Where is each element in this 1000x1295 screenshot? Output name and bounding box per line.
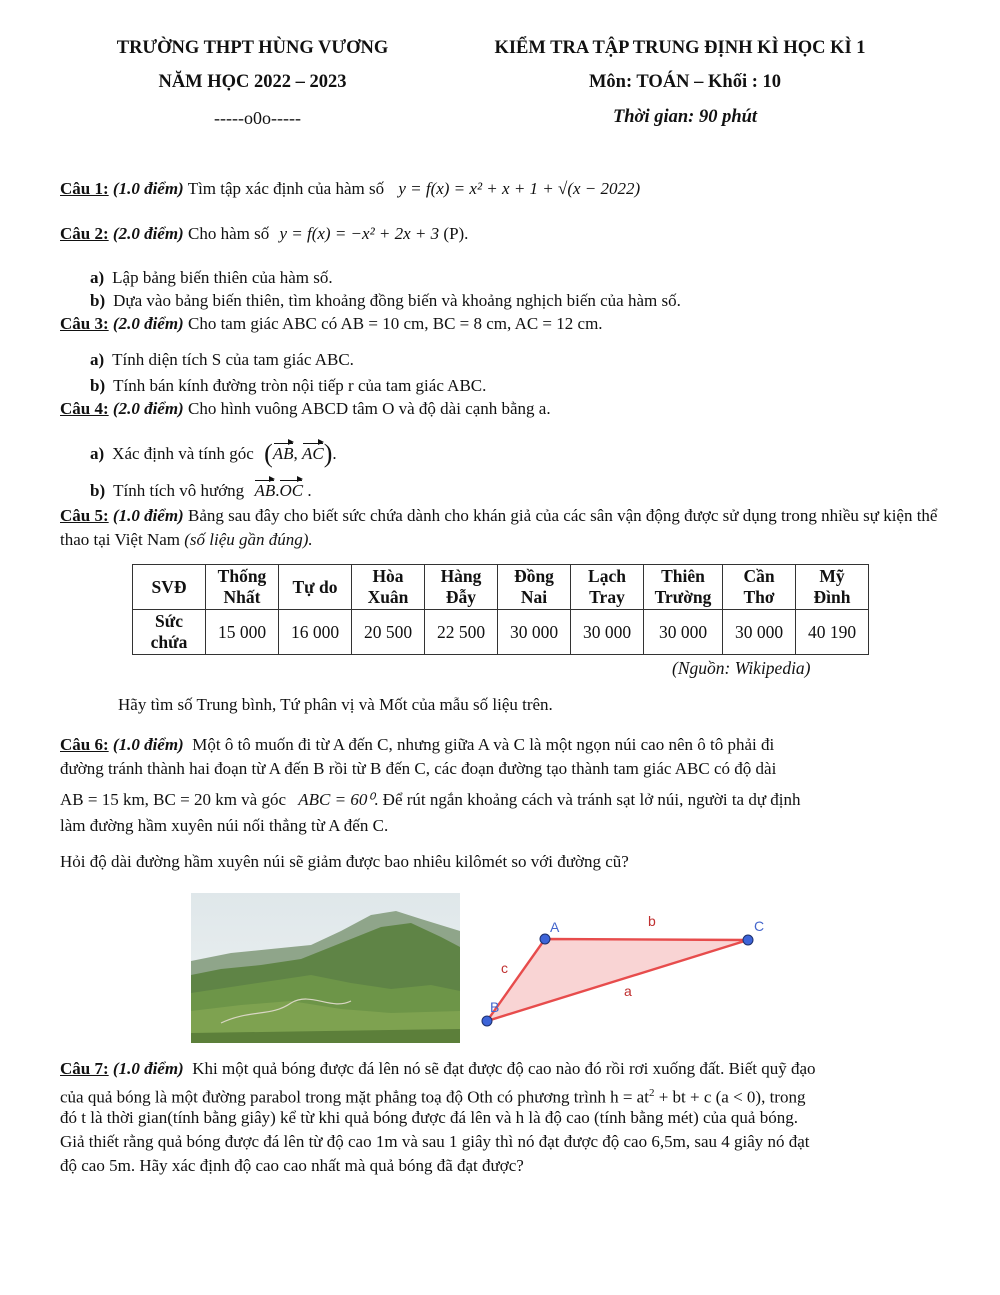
q3-b-text: Tính bán kính đường tròn nội tiếp r của tam giác ABC. <box>113 376 487 395</box>
q1-points: (1.0 điểm) <box>112 179 184 198</box>
q2-points: (2.0 điểm) <box>112 224 184 243</box>
vector-ac: AC <box>302 442 324 466</box>
question-4 <box>60 397 940 421</box>
vector-ab-2: AB <box>254 479 275 503</box>
q6-question: Hỏi độ dài đường hầm xuyên núi sẽ giảm được bao nhiêu kilômét so với đường cũ? <box>60 852 629 871</box>
stadium-name-cell: Hàng Đẫy <box>425 565 498 610</box>
stadium-name-cell: Hòa Xuân <box>352 565 425 610</box>
stadium-name-cell: Tự do <box>279 565 352 610</box>
stadium-name-cell: Lạch Tray <box>571 565 644 610</box>
question-3 <box>60 312 940 336</box>
table-source: (Nguồn: Wikipedia) <box>672 658 811 678</box>
q6-line3a: AB = 15 km, BC = 20 km và góc <box>60 790 287 809</box>
label-side-b: b <box>648 913 656 929</box>
capacity-cell: 20 500 <box>352 610 425 655</box>
q2-formula: y = f(x) = −x² + 2x + 3 <box>279 224 440 243</box>
capacity-cell: 22 500 <box>425 610 498 655</box>
q3-points: (2.0 điểm) <box>112 314 184 333</box>
q6-line2: đường tránh thành hai đoạn từ A đến B rồi từ B đến C, các đoạn đường tạo thành tam giác ABC có độ dài <box>60 759 777 778</box>
stadium-name-cell: Thống Nhất <box>206 565 279 610</box>
q7-points: (1.0 điểm) <box>112 1059 184 1078</box>
label-side-a: a <box>624 983 632 999</box>
label-b: B <box>490 999 500 1015</box>
q1-text: Tìm tập xác định của hàm số <box>187 179 385 198</box>
school-year: NĂM HỌC 2022 – 2023 <box>158 72 347 92</box>
capacity-cell: 16 000 <box>279 610 352 655</box>
q3-a-text: Tính diện tích S của tam giác ABC. <box>112 350 354 369</box>
point-a <box>540 934 550 944</box>
label-a: A <box>550 919 560 935</box>
stadium-name-cell: Mỹ Đình <box>796 565 869 610</box>
q6-angle: ABC = 60⁰ <box>298 790 375 809</box>
q4-a-text: Xác định và tính góc <box>112 444 254 463</box>
q6-line1: Một ô tô muốn đi từ A đến C, nhưng giữa A và C là một ngọn núi cao nên ô tô phải đi <box>192 735 775 754</box>
q1-label: Câu 1: <box>60 179 109 198</box>
label-side-c: c <box>501 960 508 976</box>
capacity-cell: 15 000 <box>206 610 279 655</box>
exam-time: Thời gian: 90 phút <box>612 107 758 127</box>
capacity-cell: 40 190 <box>796 610 869 655</box>
table-header-cell: SVĐ <box>133 565 206 610</box>
question-5 <box>60 504 940 552</box>
stadium-name-cell: Đồng Nai <box>498 565 571 610</box>
q2-b-label: b) <box>90 291 106 310</box>
q5-text: Bảng sau đây cho biết sức chứa dành cho khán giả của các sân vận động được sử dụng trong nhiều sự kiện thể thao tại Việt Nam <box>60 506 938 549</box>
capacity-cell: 30 000 <box>498 610 571 655</box>
mountain-photo <box>191 893 460 1043</box>
table-header-cell: Sức chứa <box>133 610 206 655</box>
q3-b-label: b) <box>90 376 106 395</box>
q2-item-b <box>90 289 681 313</box>
q7-exponent: 2 <box>648 1087 655 1099</box>
q7-line5: độ cao 5m. Hãy xác định độ cao cao nhất mà quả bóng đã đạt được? <box>60 1156 524 1175</box>
q2-suffix: (P). <box>443 224 469 243</box>
q2-item-a <box>90 266 333 290</box>
q6-line4: làm đường hầm xuyên núi nối thẳng từ A đến C. <box>60 816 389 835</box>
table-row <box>133 565 869 610</box>
q7-line2a: của quả bóng là một đường parabol trong mặt phẳng toạ độ Oth có phương trình h = at <box>60 1087 649 1107</box>
q6-line3b: . Để rút ngắn khoảng cách và tránh sạt lở núi, người ta dự định <box>374 790 801 809</box>
question-2 <box>60 222 940 246</box>
exam-title: KIỂM TRA TẬP TRUNG ĐỊNH KÌ HỌC KÌ 1 <box>494 38 866 58</box>
q2-b-text: Dựa vào bảng biến thiên, tìm khoảng đồng biến và khoảng nghịch biến của hàm số. <box>113 291 681 310</box>
capacity-cell: 30 000 <box>644 610 723 655</box>
q7-label: Câu 7: <box>60 1059 109 1078</box>
label-c: C <box>754 918 765 934</box>
triangle-abc <box>487 939 748 1021</box>
q3-item-a <box>90 348 354 372</box>
stadium-name-cell: Thiên Trường <box>644 565 723 610</box>
question-6 <box>60 733 940 757</box>
stadium-name-cell: Cần Thơ <box>723 565 796 610</box>
triangle-diagram <box>470 900 780 1035</box>
vector-ab: AB <box>273 442 294 466</box>
q2-text: Cho hàm số <box>187 224 270 243</box>
q5-points: (1.0 điểm) <box>112 506 184 525</box>
point-b <box>482 1016 492 1026</box>
q6-label: Câu 6: <box>60 735 109 754</box>
q4-b-label: b) <box>90 481 106 500</box>
q2-label: Câu 2: <box>60 224 109 243</box>
capacity-cell: 30 000 <box>723 610 796 655</box>
school-name: TRƯỜNG THPT HÙNG VƯƠNG <box>116 38 389 58</box>
q7-line1: Khi một quả bóng được đá lên nó sẽ đạt được độ cao nào đó rồi rơi xuống đất. Biết quỹ đạo <box>192 1059 816 1078</box>
q4-points: (2.0 điểm) <box>112 399 184 418</box>
q5-task: Hãy tìm số Trung bình, Tứ phân vị và Mốt của mẫu số liệu trên. <box>118 695 553 714</box>
q7-line2b: + bt + c (a < 0), trong <box>654 1087 806 1107</box>
q6-line3 <box>60 788 940 812</box>
q7-line3: đó t là thời gian(tính bằng giây) kể từ khi quả bóng được đá lên và h là độ cao (tính bằng mét) của quả bóng. <box>60 1108 798 1127</box>
q3-item-b <box>90 374 486 398</box>
point-c <box>743 935 753 945</box>
question-1 <box>60 177 940 201</box>
capacity-cell: 30 000 <box>571 610 644 655</box>
q4-item-b: b) Tính tích vô hướng AB.OC . <box>90 479 312 503</box>
q3-a-label: a) <box>90 350 105 369</box>
table-row <box>133 610 869 655</box>
q6-points: (1.0 điểm) <box>112 735 184 754</box>
q4-label: Câu 4: <box>60 399 109 418</box>
q3-label: Câu 3: <box>60 314 109 333</box>
q4-text: Cho hình vuông ABCD tâm O và độ dài cạnh bằng a. <box>187 399 551 418</box>
q5-text-italic: (số liệu gần đúng). <box>184 530 313 549</box>
q5-label: Câu 5: <box>60 506 109 525</box>
q4-a-label: a) <box>90 444 105 463</box>
q2-a-label: a) <box>90 268 105 287</box>
q4-b-text: Tính tích vô hướng <box>113 481 245 500</box>
stadium-table <box>132 564 869 655</box>
vector-oc: OC <box>279 479 303 503</box>
subject-grade: Môn: TOÁN – Khối : 10 <box>588 72 782 92</box>
q2-a-text: Lập bảng biến thiên của hàm số. <box>112 268 333 287</box>
q7-line4: Giả thiết rằng quả bóng được đá lên từ độ cao 1m và sau 1 giây thì nó đạt được độ cao 6,5m, sau 4 giây nó đạt <box>60 1132 810 1151</box>
q3-text: Cho tam giác ABC có AB = 10 cm, BC = 8 cm, AC = 12 cm. <box>187 314 603 333</box>
header-separator: -----o0o----- <box>214 108 301 128</box>
q1-formula: y = f(x) = x² + x + 1 + √(x − 2022) <box>398 179 641 198</box>
q4-item-a: a) Xác định và tính góc (AB, AC). <box>90 439 337 468</box>
question-7 <box>60 1057 940 1081</box>
